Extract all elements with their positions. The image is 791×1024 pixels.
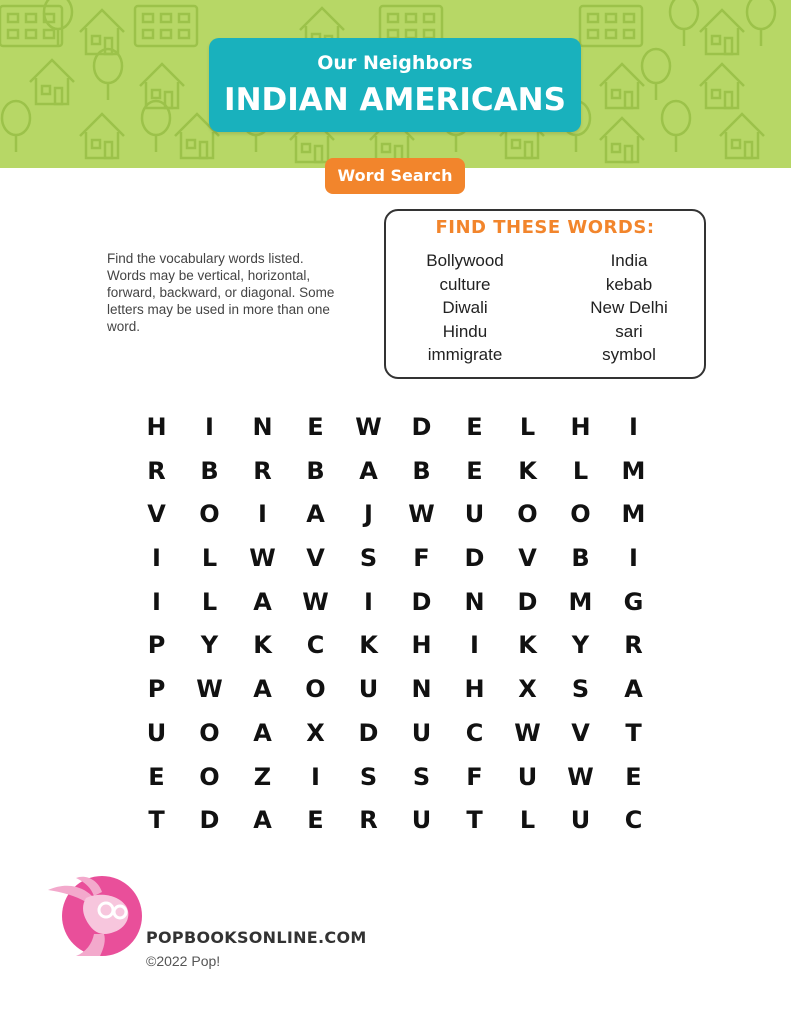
grid-letter: I [152,544,161,573]
grid-letter: O [305,675,326,704]
word-item: India [610,251,648,270]
grid-letter: K [253,631,272,660]
word-item: kebab [605,274,653,294]
word-list-left [390,249,540,367]
title-card [209,38,581,132]
grid-letter: W [249,544,276,573]
grid-letter: L [519,806,536,835]
grid-letter: D [358,718,379,747]
word-item: Hindu [442,321,488,341]
grid-letter: U [517,762,538,791]
grid-letter: M [621,500,646,529]
grid-letter: D [199,806,220,835]
grid-letter: W [302,587,329,616]
grid-letter: Y [200,631,219,660]
grid-letter: F [413,544,430,573]
grid-letter: P [147,631,166,660]
grid-letter: V [147,500,166,529]
website-link[interactable]: POPBOOKSONLINE.COM [146,928,367,947]
grid-letter: A [253,587,272,616]
grid-letter: D [464,544,485,573]
grid-letter: U [411,718,432,747]
header-banner [0,0,791,168]
grid-letter: X [518,675,537,704]
grid-letter: T [466,806,483,835]
grid-letter: L [201,544,218,573]
grid-letter: I [629,544,638,573]
section-label: Word Search [325,158,465,194]
grid-letter: N [252,413,273,441]
page-title: INDIAN AMERICANS [224,82,566,118]
grid-letter: B [306,456,325,485]
grid-letter: D [411,413,432,441]
word-search-grid [130,408,660,845]
grid-letter: M [621,456,646,485]
grid-letter: S [359,762,378,791]
grid-letter: C [465,718,484,747]
word-list-box [384,209,706,379]
grid-letter: M [568,587,593,616]
grid-letter: I [629,413,638,441]
series-subtitle: Our Neighbors [317,52,473,74]
grid-letter: O [517,500,538,529]
word-list-right [554,249,704,367]
grid-letter: L [201,587,218,616]
grid-letter: T [625,718,642,747]
grid-letter: L [519,413,536,441]
grid-letter: E [307,806,324,835]
grid-letter: C [306,631,325,660]
grid-letter: H [411,631,432,660]
kangaroo-logo-icon [46,872,146,956]
grid-letter: V [571,718,590,747]
grid-letter: A [253,718,272,747]
grid-letter: B [571,544,590,573]
grid-letter: C [624,806,643,835]
grid-letter: U [464,500,485,529]
grid-letter: R [624,631,643,660]
grid-letter: Y [571,631,590,660]
word-item: Bollywood [426,251,504,270]
grid-letter: O [570,500,591,529]
grid-letter: O [199,500,220,529]
grid-letter: H [570,413,591,441]
grid-letter: S [359,544,378,573]
word-item: immigrate [427,345,503,364]
grid-letter: J [364,500,373,529]
grid-letter: A [253,675,272,704]
grid-letter: S [412,762,431,791]
grid-letter: W [196,675,223,704]
grid-letter: E [307,413,324,441]
grid-letter: T [148,806,165,835]
grid-letter: B [200,456,219,485]
grid-letter: D [411,587,432,616]
grid-letter: A [253,806,272,835]
grid-letter: W [408,500,435,529]
grid-letter: N [411,675,432,704]
grid-letter: H [464,675,485,704]
grid-letter: P [147,675,166,704]
grid-letter: R [147,456,166,485]
grid-letter: W [514,718,541,747]
word-list-heading: FIND THESE WORDS: [435,217,655,238]
grid-letter: U [358,675,379,704]
grid-letter: A [359,456,378,485]
grid-letter: U [411,806,432,835]
grid-letter: R [359,806,378,835]
grid-letter: E [625,762,642,791]
grid-letter: E [466,413,483,441]
grid-letter: R [253,456,272,485]
grid-letter: I [311,762,320,791]
grid-letter: W [355,413,382,441]
instructions: Find the vocabulary words listed. Words may be vertical, horizontal, forward, backward, or diagonal. Some letters may be used in more than one word. [107,251,335,334]
grid-letter: Z [253,762,272,791]
grid-letter: E [466,456,483,485]
copyright: ©2022 Pop! [146,953,221,969]
grid-letter: W [567,762,594,791]
grid-letter: U [570,806,591,835]
word-item: New Delhi [590,298,668,317]
grid-letter: B [412,456,431,485]
word-item: symbol [602,345,656,364]
grid-letter: V [518,544,537,573]
grid-letter: O [199,718,220,747]
grid-letter: A [306,500,325,529]
grid-letter: K [518,456,537,485]
grid-letter: N [464,587,485,616]
grid-letter: I [258,500,267,529]
grid-letter: I [364,587,373,616]
grid-letter: I [152,587,161,616]
grid-letter: V [306,544,325,573]
grid-letter: L [572,456,589,485]
grid-letter: K [359,631,378,660]
grid-letter: X [306,718,325,747]
grid-letter: K [518,631,537,660]
grid-letter: S [571,675,590,704]
grid-letter: I [205,413,214,441]
grid-letter: D [517,587,538,616]
word-item: culture [439,274,491,294]
grid-letter: I [470,631,479,660]
grid-letter: U [146,718,167,747]
grid-letter: F [466,762,483,791]
grid-letter: O [199,762,220,791]
word-item: sari [615,321,643,341]
grid-letter: H [146,413,167,441]
word-item: Diwali [442,298,488,317]
grid-letter: A [624,675,643,704]
grid-letter: G [623,587,644,616]
grid-letter: E [148,762,165,791]
